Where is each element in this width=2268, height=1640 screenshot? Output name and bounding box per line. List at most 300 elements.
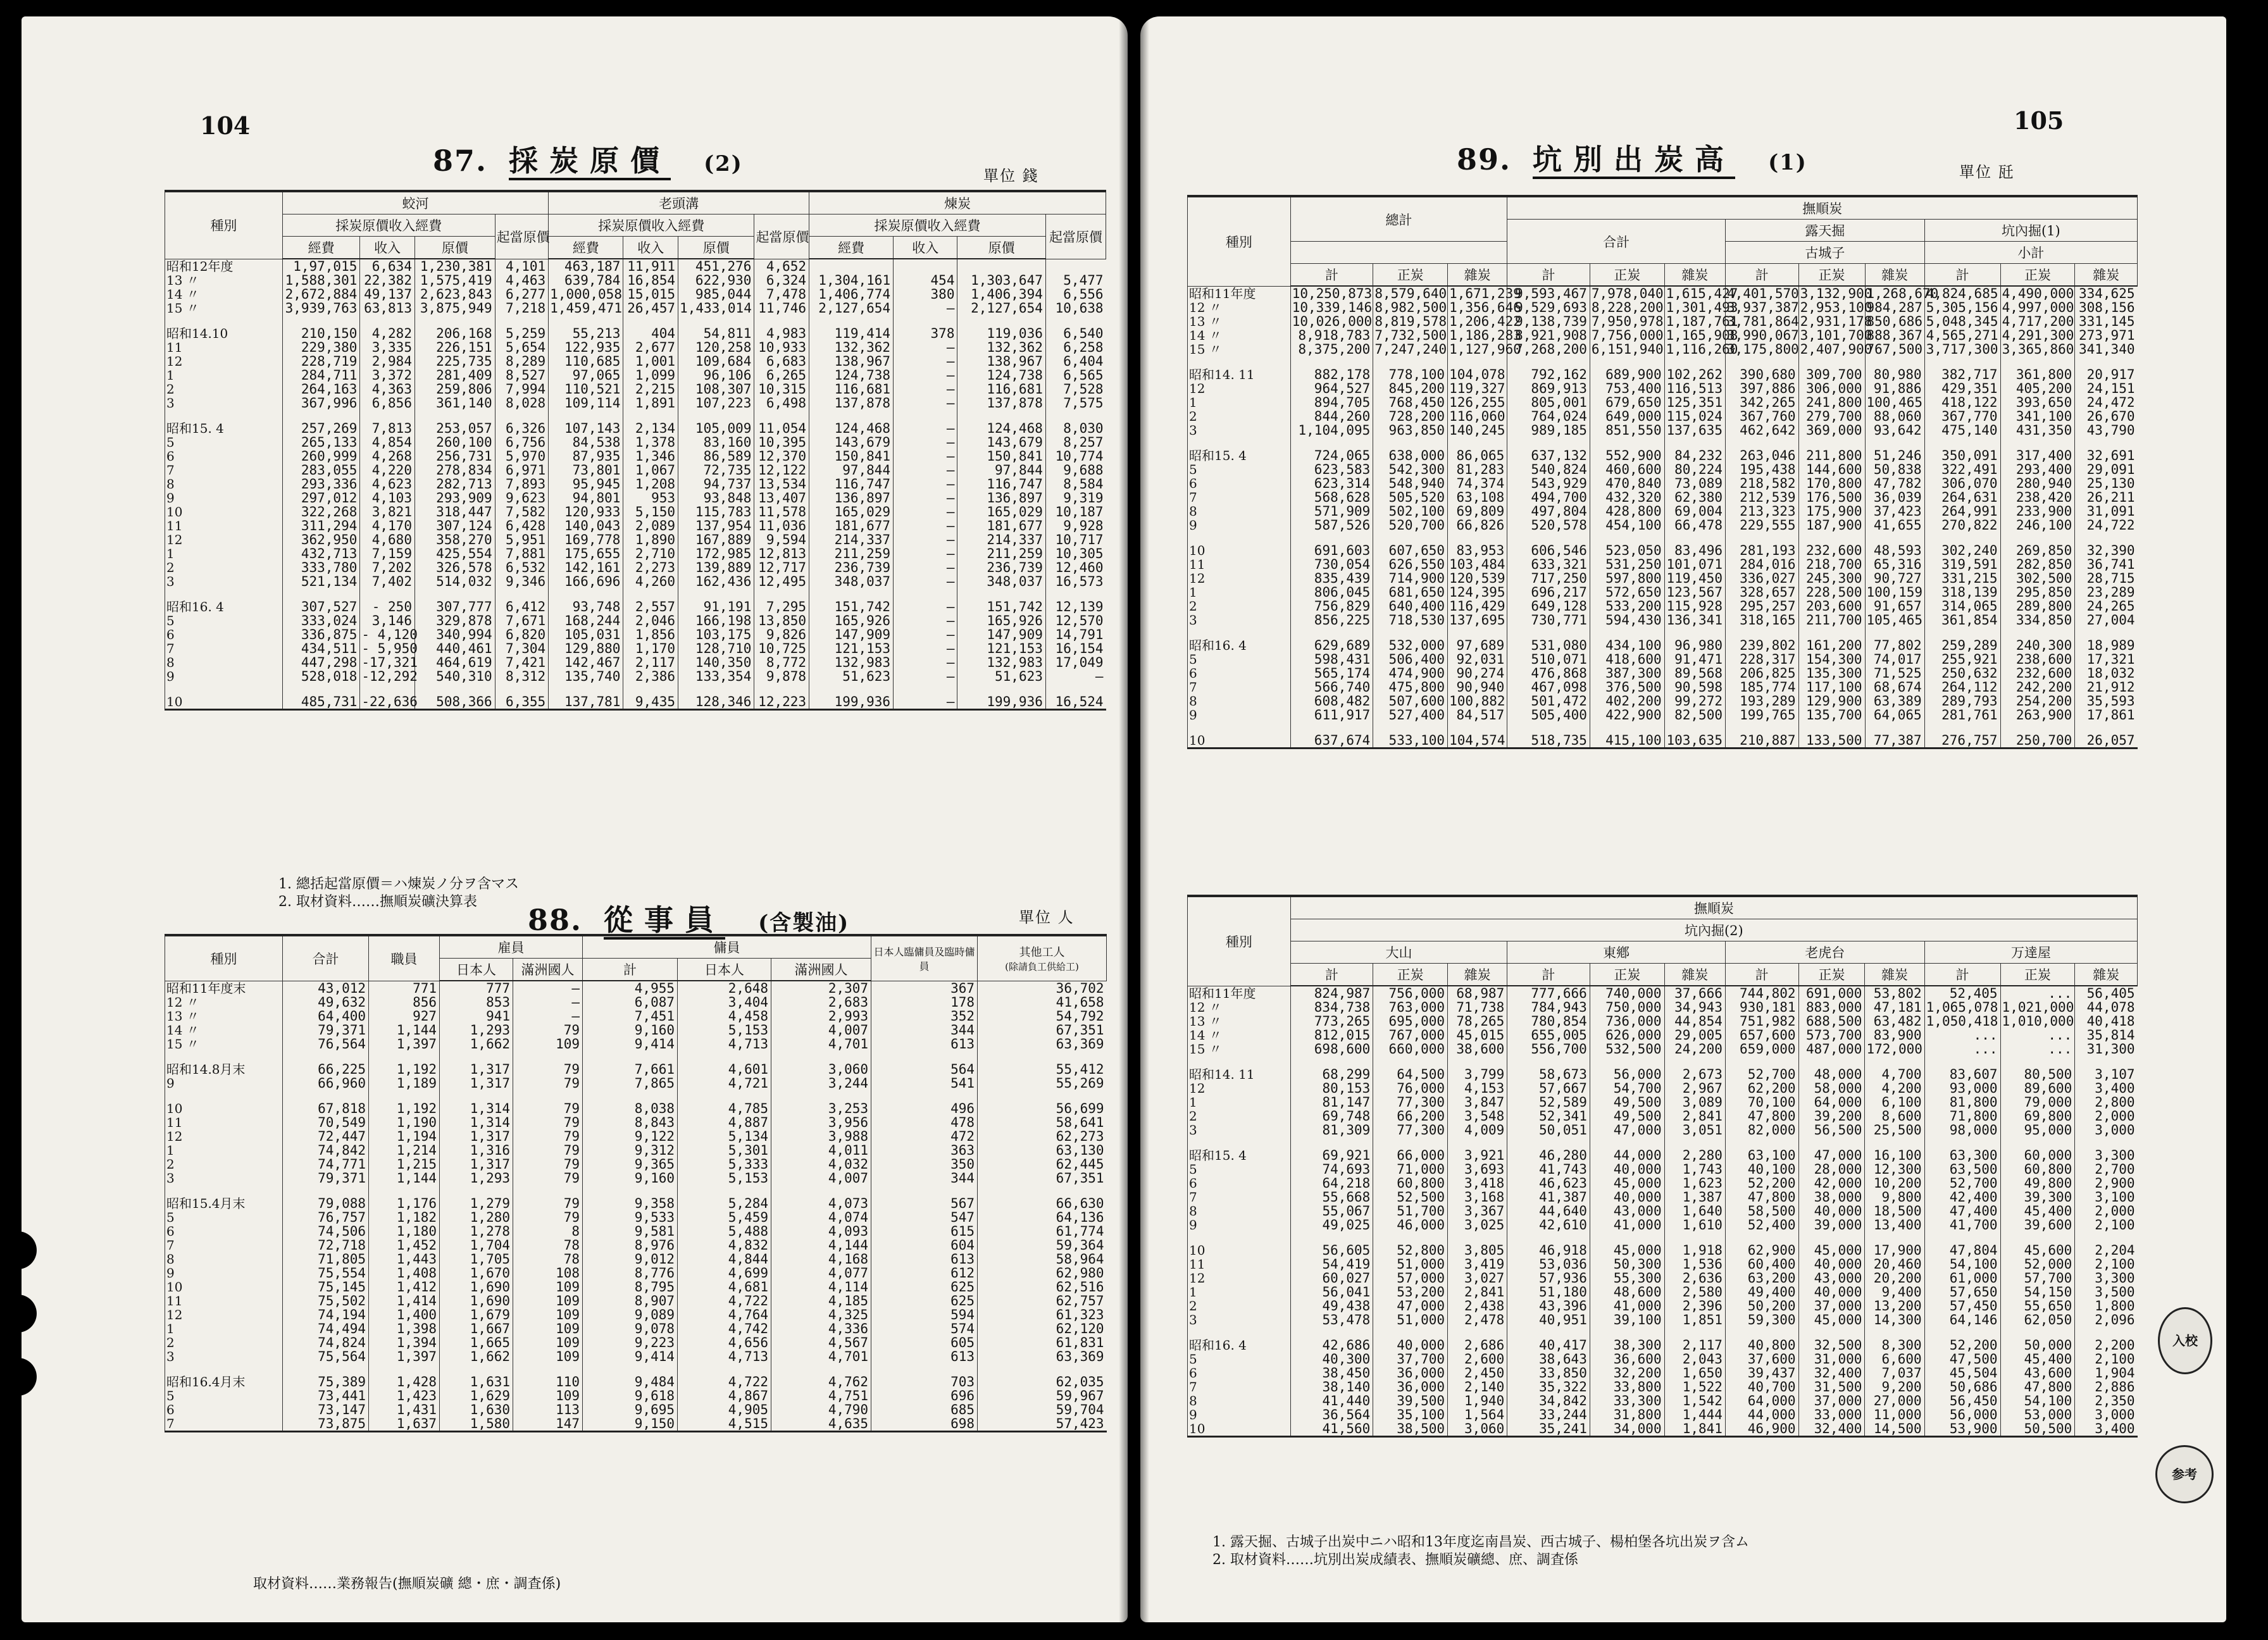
table-cell: 6,087 (583, 995, 678, 1009)
table-cell: 1,423 (369, 1389, 440, 1403)
table-cell: 20,917 (2075, 356, 2138, 382)
left-page (22, 16, 1128, 1622)
table-cell: 151,742 (809, 588, 894, 614)
table-cell: 34,000 (1590, 1422, 1664, 1437)
table-cell: 39,437 (1725, 1366, 1798, 1380)
table-cell: — (894, 340, 957, 354)
table-row (165, 396, 1106, 410)
table-cell: — (894, 628, 957, 642)
table-cell: 428,800 (1590, 504, 1664, 518)
table-cell: 494,700 (1507, 490, 1590, 504)
column-header: 計 (583, 959, 678, 981)
table-cell: 7,478 (754, 287, 809, 301)
table-cell: 52,200 (1924, 1327, 2000, 1352)
table-cell: 172,000 (1865, 1042, 1924, 1056)
table-cell: 1,665 (440, 1336, 513, 1350)
table-cell: 52,000 (2000, 1257, 2075, 1271)
column-header-extra: 起當原價 (754, 214, 809, 259)
table-cell: -12,292 (360, 669, 415, 683)
table-cell: 869,913 (1507, 382, 1590, 395)
table-cell: 26,670 (2075, 409, 2138, 423)
table-cell: 172,985 (678, 547, 754, 561)
row-label-cell: 9 (165, 491, 283, 505)
table-cell: 622,930 (678, 273, 754, 287)
table-cell: 744,802 (1725, 986, 1798, 1000)
table-cell: 113 (513, 1403, 583, 1417)
table-cell: 264,991 (1924, 504, 2000, 518)
table-cell: 229,380 (282, 340, 360, 354)
table-cell: 7,582 (495, 505, 548, 519)
table-row (165, 491, 1106, 505)
table-cell: 26,457 (623, 301, 678, 315)
table-cell: 1,206,422 (1448, 314, 1507, 328)
table-cell: 232,600 (2000, 666, 2075, 680)
column-header: 雜炭 (1664, 964, 1725, 986)
table-cell: 4,170 (360, 519, 415, 533)
table-cell: 6,355 (495, 683, 548, 710)
table-row (165, 315, 1106, 340)
table-cell: 139,889 (678, 561, 754, 575)
table-cell: 38,643 (1507, 1352, 1590, 1366)
table-cell: 125,351 (1664, 395, 1725, 409)
table-cell: 689,900 (1590, 356, 1664, 382)
table-row (1188, 476, 2138, 490)
column-header-type: 種別 (165, 935, 283, 981)
table-cell: 46,280 (1507, 1137, 1590, 1162)
table-cell: 104,078 (1448, 356, 1507, 382)
table-cell: 573,700 (1798, 1028, 1865, 1042)
table-cell: 402,200 (1590, 694, 1664, 708)
table-cell: 35,322 (1507, 1380, 1590, 1394)
table-cell: 74,771 (283, 1157, 369, 1171)
table-cell: 74,506 (283, 1224, 369, 1238)
table-89-notes (1212, 1534, 1749, 1569)
table-cell: 597,800 (1590, 571, 1664, 585)
table-cell: 302,240 (1924, 532, 2000, 557)
table-cell: 594 (871, 1308, 978, 1322)
table-cell: 1,615,427 (1664, 286, 1725, 301)
column-header: 收入 (623, 237, 678, 259)
table-cell: 105,009 (678, 410, 754, 435)
table-cell: 6,756 (495, 435, 548, 449)
table-cell: 380 (894, 287, 957, 301)
table-cell: 62,516 (978, 1280, 1107, 1294)
table-cell: 9,012 (583, 1252, 678, 1266)
table-cell: 763,000 (1373, 1000, 1448, 1014)
table-cell: 2,140 (1448, 1380, 1507, 1394)
table-cell: 55,067 (1290, 1204, 1373, 1218)
column-header: 雜炭 (1448, 264, 1507, 287)
row-label-cell: 10 (1188, 722, 1291, 749)
table-cell: 344 (871, 1171, 978, 1185)
table-cell: 37,700 (1373, 1352, 1448, 1366)
table-cell: 52,700 (1924, 1176, 2000, 1190)
group-header-briquette: 煉炭 (809, 191, 1106, 214)
table-row (1188, 613, 2138, 627)
row-label-cell: 2 (1188, 409, 1291, 423)
table-cell: — (513, 995, 583, 1009)
table-cell: 37,000 (1798, 1394, 1865, 1408)
table-cell: 506,400 (1373, 652, 1448, 666)
table-cell: 7,421 (495, 655, 548, 669)
table-cell: 124,468 (957, 410, 1045, 435)
table-row (1188, 1123, 2138, 1137)
table-cell: 422,900 (1590, 708, 1664, 722)
table-row (1188, 1218, 2138, 1232)
table-row (165, 683, 1106, 710)
table-cell: 695,000 (1373, 1014, 1448, 1028)
table-cell: 696 (871, 1389, 978, 1403)
table-cell: 57,650 (1924, 1285, 2000, 1299)
table-cell: 80,224 (1664, 463, 1725, 476)
row-label-cell: 5 (165, 1389, 283, 1403)
table-cell: 69,004 (1664, 504, 1725, 518)
table-cell: 47,000 (1590, 1123, 1664, 1137)
row-label-cell: 11 (165, 519, 283, 533)
table-cell: 696,217 (1507, 585, 1590, 599)
row-label-cell: 9 (165, 1266, 283, 1280)
table-cell: 5,259 (495, 315, 548, 340)
table-cell: 80,980 (1865, 356, 1924, 382)
table-cell: 8 (513, 1224, 583, 1238)
table-cell: 714,900 (1373, 571, 1448, 585)
table-cell: 1,637 (369, 1417, 440, 1432)
table-cell: — (894, 435, 957, 449)
table-cell: 11,036 (754, 519, 809, 533)
table-cell: 75,145 (283, 1280, 369, 1294)
table-cell: 3,132,900 (1798, 286, 1865, 301)
table-cell: 7,813 (360, 410, 415, 435)
table-cell: 52,589 (1507, 1095, 1590, 1109)
table-cell: 6,540 (1045, 315, 1106, 340)
table-cell: 431,350 (2000, 423, 2075, 437)
table-cell: 387,300 (1590, 666, 1664, 680)
table-cell: 203,600 (1798, 599, 1865, 613)
table-cell: 638,000 (1373, 437, 1448, 463)
table-cell: 24,722 (2075, 518, 2138, 532)
table-cell: 9,414 (583, 1350, 678, 1364)
table-cell: 1,293 (440, 1023, 513, 1037)
table-cell: 510,071 (1507, 652, 1590, 666)
table-row (165, 505, 1106, 519)
table-cell: 9,695 (583, 1403, 678, 1417)
table-cell: 2,931,178 (1798, 314, 1865, 328)
table-cell: 1,215 (369, 1157, 440, 1171)
table-cell: 81,309 (1290, 1123, 1373, 1137)
table-cell: 565,174 (1290, 666, 1373, 680)
table-cell: 95,000 (2000, 1123, 2075, 1137)
row-label-cell: 10 (1188, 532, 1291, 557)
table-cell: 61,774 (978, 1224, 1107, 1238)
table-cell: 8,312 (495, 669, 548, 683)
table-cell: 4,764 (678, 1308, 771, 1322)
table-cell: 5,654 (495, 340, 548, 354)
table-cell: 137,781 (549, 683, 623, 710)
table-cell: 263,900 (2000, 708, 2075, 722)
table-cell: 941 (440, 1009, 513, 1023)
table-cell: 8,772 (754, 655, 809, 669)
table-cell: 66,200 (1373, 1109, 1448, 1123)
table-cell: 4,601 (678, 1051, 771, 1076)
table-cell: 1,851 (1664, 1313, 1725, 1327)
table-cell: 531,250 (1590, 557, 1664, 571)
table-cell: 55,412 (978, 1051, 1107, 1076)
table-cell: 358,270 (414, 533, 495, 547)
table-cell: 229,555 (1725, 518, 1798, 532)
table-cell: 659,000 (1725, 1042, 1798, 1056)
row-label-cell: 10 (1188, 1232, 1291, 1257)
table-row (165, 1210, 1107, 1224)
table-cell: 566,740 (1290, 680, 1373, 694)
table-row (1188, 1422, 2138, 1437)
table-cell: 259,289 (1924, 627, 2000, 652)
table-cell: 60,000 (2000, 1137, 2075, 1162)
row-label-cell: 昭和11年度 (1188, 286, 1291, 301)
table-cell: 3,693 (1448, 1162, 1507, 1176)
table-cell: 12,223 (754, 683, 809, 710)
table-cell: 16,573 (1045, 575, 1106, 588)
row-label-cell: 13 〃 (1188, 314, 1291, 328)
table-cell: 34,842 (1507, 1394, 1590, 1408)
table-cell: 47,800 (1725, 1109, 1798, 1123)
table-cell: 62,120 (978, 1322, 1107, 1336)
table-cell: 293,336 (282, 477, 360, 491)
table-cell: 29,005 (1664, 1028, 1725, 1042)
table-cell: 326,578 (414, 561, 495, 575)
table-cell: 853 (440, 995, 513, 1009)
row-label-cell: 10 (1188, 1422, 1291, 1437)
table-cell: 45,000 (1798, 1232, 1865, 1257)
table-cell: 824,987 (1290, 986, 1373, 1000)
table-row (1188, 1271, 2138, 1285)
table-cell: 136,897 (809, 491, 894, 505)
row-label-cell: 2 (1188, 1299, 1291, 1313)
table-cell: 1,431 (369, 1403, 440, 1417)
table-cell: 532,500 (1590, 1042, 1664, 1056)
table-cell: 165,926 (809, 614, 894, 628)
note: 1. 露天掘、古城子出炭中ニハ昭和13年度迄南昌炭、西古城子、楊柏堡各坑出炭ヲ含ム (1212, 1534, 1749, 1550)
table-cell: 1,97,015 (282, 259, 360, 273)
table-cell: 75,389 (283, 1364, 369, 1389)
table-cell: 110,685 (549, 354, 623, 368)
table-cell: 1,144 (369, 1023, 440, 1037)
table-cell: 3,404 (678, 995, 771, 1009)
table-cell: 169,778 (549, 533, 623, 547)
table-cell: 1,116,260 (1664, 342, 1725, 356)
row-label-cell: 13 〃 (165, 1009, 283, 1023)
table-cell: 129,880 (549, 642, 623, 655)
table-cell: 35,241 (1507, 1422, 1590, 1437)
table-cell: 508,366 (414, 683, 495, 710)
table-cell: 28,715 (2075, 571, 2138, 585)
table-row (165, 449, 1106, 463)
table-cell: 14,791 (1045, 628, 1106, 642)
table-cell: 144,600 (1798, 463, 1865, 476)
table-cell: 56,500 (1798, 1123, 1865, 1137)
table-cell: 46,918 (1507, 1232, 1590, 1257)
table-cell: 7,295 (754, 588, 809, 614)
table-cell: 79 (513, 1143, 583, 1157)
table-cell: 543,929 (1507, 476, 1590, 490)
row-label-cell: 昭和15. 4 (1188, 1137, 1291, 1162)
right-page (1140, 16, 2226, 1622)
table-cell: 1,414 (369, 1294, 440, 1308)
table-cell: 1,428 (369, 1364, 440, 1389)
table-row (1188, 666, 2138, 680)
table-cell: 32,691 (2075, 437, 2138, 463)
row-label-cell: 15 〃 (165, 301, 283, 315)
table-cell: 1,214 (369, 1143, 440, 1157)
table-cell: 36,000 (1373, 1366, 1448, 1380)
table-cell: 17,049 (1045, 655, 1106, 669)
table-cell: 418,600 (1590, 652, 1664, 666)
table-cell: 7,402 (360, 575, 415, 588)
table-cell: 649,000 (1590, 409, 1664, 423)
table-cell: 12,717 (754, 561, 809, 575)
table-cell: 309,700 (1798, 356, 1865, 382)
table-cell: 38,300 (1590, 1327, 1664, 1352)
row-label-cell: 12 (165, 354, 283, 368)
table-row (165, 981, 1107, 995)
table-cell: 60,800 (1373, 1176, 1448, 1190)
table-cell: 2,967 (1664, 1081, 1725, 1095)
table-cell: 685 (871, 1403, 978, 1417)
table-cell: 805,001 (1507, 395, 1590, 409)
table-cell: 10,725 (754, 642, 809, 655)
table-cell: 102,262 (1664, 356, 1725, 382)
table-cell: 34,943 (1664, 1000, 1725, 1014)
row-label-cell: 8 (1188, 1394, 1291, 1408)
table-row (165, 1090, 1107, 1115)
table-cell: 475,800 (1373, 680, 1448, 694)
table-cell: 17,321 (2075, 652, 2138, 666)
table-cell: 9,484 (583, 1364, 678, 1389)
table-cell: 1,278 (440, 1224, 513, 1238)
table-cell: 9,618 (583, 1389, 678, 1403)
table-cell: 4,260 (623, 575, 678, 588)
table-cell: 199,936 (957, 683, 1045, 710)
table-cell: 6,600 (1865, 1352, 1924, 1366)
row-label-cell: 昭和16. 4 (1188, 627, 1291, 652)
table-cell: 308,156 (2075, 301, 2138, 314)
table-cell: 14,300 (1865, 1313, 1924, 1327)
table-cell: 329,878 (414, 614, 495, 628)
row-label-cell: 12 (1188, 1271, 1291, 1285)
table-cell: 93,848 (678, 491, 754, 505)
table-cell: 1,192 (369, 1090, 440, 1115)
row-label-cell: 3 (1188, 1123, 1291, 1137)
table-cell: 9,400 (1865, 1285, 1924, 1299)
table-cell: 270,822 (1924, 518, 2000, 532)
table-cell: 637,132 (1507, 437, 1590, 463)
table-row (165, 1224, 1107, 1238)
table-cell: 4,713 (678, 1350, 771, 1364)
table-cell: 564 (871, 1051, 978, 1076)
table-cell: 9,593,467 (1507, 286, 1590, 301)
column-header: 日本人 (678, 959, 771, 981)
table-cell: 73,801 (549, 463, 623, 477)
table-cell: 53,200 (1373, 1285, 1448, 1299)
row-label-cell: 10 (165, 1280, 283, 1294)
row-label-cell: 9 (1188, 1408, 1291, 1422)
table-cell: 211,800 (1798, 437, 1865, 463)
table-cell: 432,713 (282, 547, 360, 561)
row-label-cell: 6 (165, 1403, 283, 1417)
table-cell: 18,989 (2075, 627, 2138, 652)
table-row (165, 1389, 1107, 1403)
table-cell: 36,702 (978, 981, 1107, 995)
table-cell: 289,793 (1924, 694, 2000, 708)
table-cell: 5,150 (623, 505, 678, 519)
table-cell: 474,900 (1373, 666, 1448, 680)
book-gutter-shadow (1119, 16, 1128, 1622)
table-cell: 168,244 (549, 614, 623, 628)
table-cell: 3,847 (1448, 1095, 1507, 1109)
table-cell: 1,317 (440, 1129, 513, 1143)
table-cell: 3,781,864 (1725, 314, 1798, 328)
table-cell: 812,015 (1290, 1028, 1373, 1042)
table-cell: 56,000 (1924, 1408, 2000, 1422)
table-cell: 166,696 (549, 575, 623, 588)
table-cell: 67,351 (978, 1023, 1107, 1037)
table-cell: 501,472 (1507, 694, 1590, 708)
table-cell: 107,223 (678, 396, 754, 410)
table-cell: 154,300 (1798, 652, 1865, 666)
table-cell: 37,000 (1798, 1299, 1865, 1313)
table-cell: 691,603 (1290, 532, 1373, 557)
table-cell: 71,800 (1924, 1109, 2000, 1123)
table-cell: 3,821 (360, 505, 415, 519)
table-cell: 147 (513, 1417, 583, 1432)
table-cell: 362,950 (282, 533, 360, 547)
table-cell: 103,635 (1664, 722, 1725, 749)
coal-output-by-mine-table (1187, 195, 2138, 749)
table-row (1188, 328, 2138, 342)
table-cell: 73,875 (283, 1417, 369, 1432)
table-cell: 2,450 (1448, 1366, 1507, 1380)
row-label-cell: 11 (165, 1294, 283, 1308)
table-cell: 40,000 (1590, 1190, 1664, 1204)
table-cell: 49,137 (360, 287, 415, 301)
table-cell: 86,589 (678, 449, 754, 463)
table-cell: 137,878 (809, 396, 894, 410)
table-cell: 63,200 (1725, 1271, 1798, 1285)
table-cell: 8,300 (1865, 1327, 1924, 1352)
table-cell: 5,459 (678, 1210, 771, 1224)
table-cell: 40,000 (1590, 1162, 1664, 1176)
table-cell: 21,912 (2075, 680, 2138, 694)
table-cell: 7,756,000 (1590, 328, 1664, 342)
table-cell: 211,259 (809, 547, 894, 561)
table-cell: 688,500 (1798, 1014, 1865, 1028)
table-cell: 41,000 (1590, 1299, 1664, 1313)
table-cell: 206,168 (414, 315, 495, 340)
table-cell: 2,677 (623, 340, 678, 354)
table-cell: 1,397 (369, 1350, 440, 1364)
group-header-company: 撫順炭 (1507, 196, 2138, 220)
table-cell: 105,031 (549, 628, 623, 642)
table-cell: 7,451 (583, 1009, 678, 1023)
table-cell: 45,000 (1590, 1176, 1664, 1190)
table-cell: 4,363 (360, 382, 415, 396)
table-cell: 36,741 (2075, 557, 2138, 571)
table-cell: 105,465 (1865, 613, 1924, 627)
table-cell: 4,074 (771, 1210, 871, 1224)
table-cell: 3,100 (2075, 1190, 2138, 1204)
table-cell: 295,257 (1725, 599, 1798, 613)
table-cell: 1,194 (369, 1129, 440, 1143)
table-cell: 4,652 (754, 259, 809, 273)
